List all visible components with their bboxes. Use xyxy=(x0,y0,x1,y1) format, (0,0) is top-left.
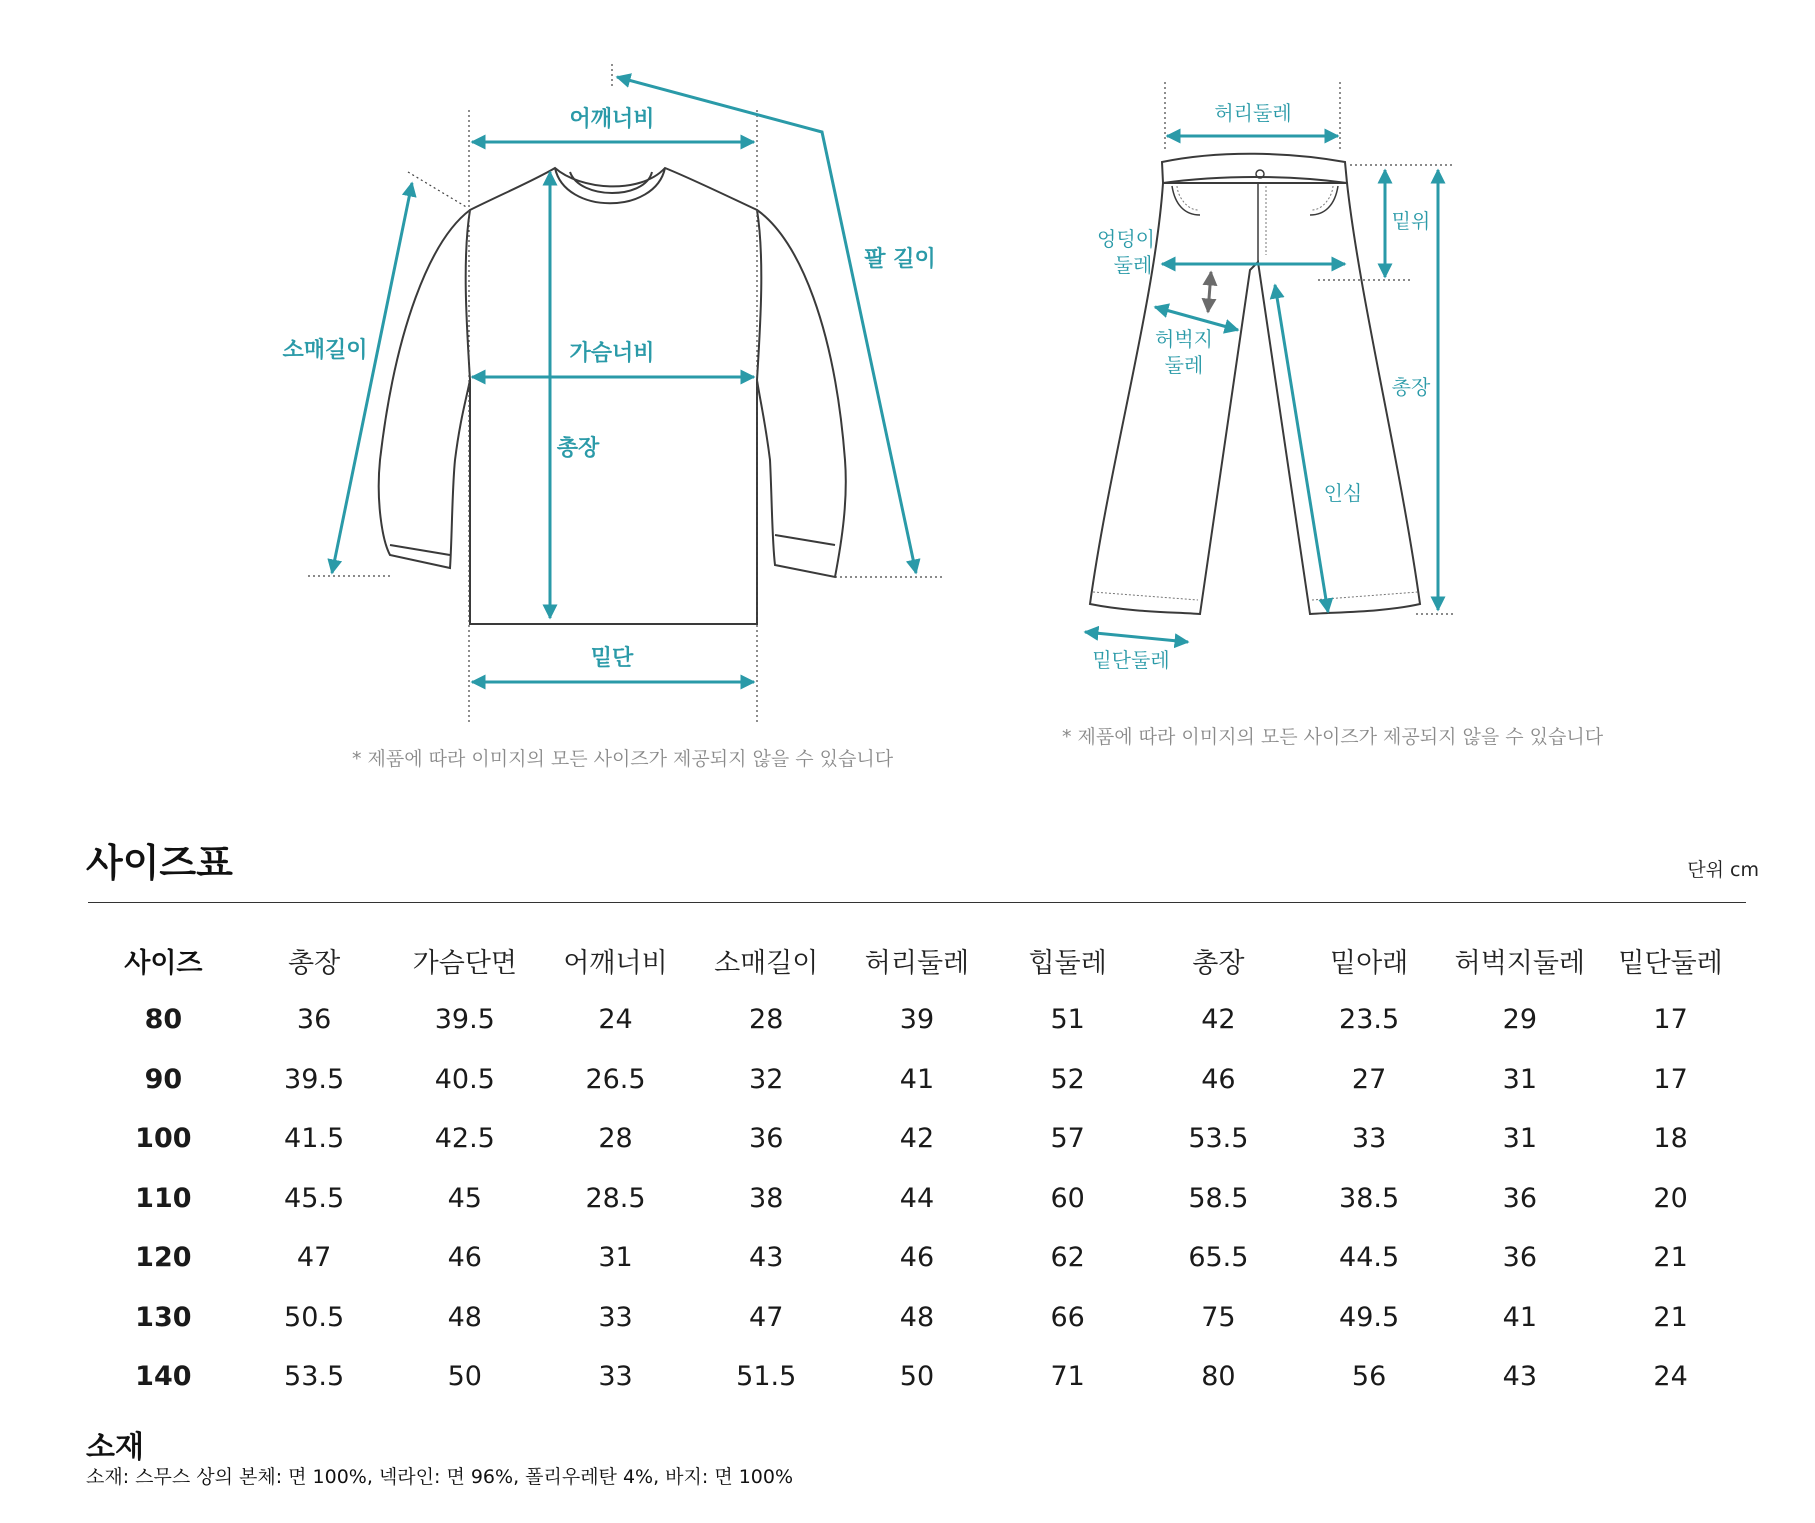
column-header: 허리둘레 xyxy=(864,947,970,979)
hem-circumference-label: 밑단둘레 xyxy=(1092,648,1170,672)
table-body xyxy=(88,990,1746,1407)
column-header: 소매길이 xyxy=(714,947,819,979)
column-header: 밑아래 xyxy=(1329,947,1409,979)
measurement-cell: 53.5 xyxy=(1188,1123,1249,1155)
column-header: 허벅지둘레 xyxy=(1454,947,1586,979)
measurement-cell: 36 xyxy=(1502,1242,1537,1274)
measurement-cell: 24 xyxy=(1653,1361,1688,1393)
measurement-cell: 57 xyxy=(1050,1123,1085,1155)
measurement-cell: 38 xyxy=(749,1182,784,1214)
measurement-cell: 46 xyxy=(899,1242,935,1274)
measurement-cell: 80 xyxy=(1201,1361,1236,1393)
measurement-cell: 17 xyxy=(1653,1004,1688,1036)
measurement-cell: 45 xyxy=(447,1182,482,1214)
table-row xyxy=(88,1050,1746,1110)
measurement-cell: 56 xyxy=(1351,1361,1387,1393)
measurement-cell: 31 xyxy=(1502,1123,1537,1155)
column-header: 총장 xyxy=(287,947,341,979)
size-cell: 130 xyxy=(135,1301,192,1333)
measurement-cell: 51 xyxy=(1050,1004,1085,1036)
size-cell: 100 xyxy=(135,1123,192,1155)
measurement-cell: 43 xyxy=(749,1242,784,1274)
size-cell: 120 xyxy=(135,1242,192,1274)
measurement-cell: 39.5 xyxy=(434,1004,495,1036)
chest-width-label: 가슴너비 xyxy=(569,341,655,366)
shirt-size-note: * 제품에 따라 이미지의 모든 사이즈가 제공되지 않을 수 있습니다 xyxy=(352,748,894,770)
shirt-total-length-label: 총장 xyxy=(556,436,600,461)
measurement-cell: 42 xyxy=(899,1123,935,1155)
measurement-cell: 39.5 xyxy=(284,1063,345,1095)
measurement-cell: 49.5 xyxy=(1339,1301,1400,1333)
measurement-cell: 20 xyxy=(1653,1182,1688,1214)
divider xyxy=(88,902,1746,903)
pants-size-note: * 제품에 따라 이미지의 모든 사이즈가 제공되지 않을 수 있습니다 xyxy=(1062,726,1604,748)
measurement-cell: 31 xyxy=(1502,1063,1537,1095)
thigh-label-line2: 둘레 xyxy=(1164,353,1204,377)
measurement-cell: 21 xyxy=(1653,1301,1688,1333)
shirt-illustration xyxy=(282,64,945,725)
column-header: 어깨너비 xyxy=(563,947,668,979)
measurement-cell: 28 xyxy=(598,1123,633,1155)
arm-length-label: 팔 길이 xyxy=(864,247,936,272)
column-header: 가슴단면 xyxy=(412,947,517,979)
hip-label-line1: 엉덩이 xyxy=(1097,227,1155,251)
measurement-cell: 47 xyxy=(296,1242,332,1274)
material-text: 소재: 스무스 상의 본체: 면 100%, 넥라인: 면 96%, 폴리우레탄 4%, 바지: 면 100% xyxy=(86,1466,794,1488)
hip-label-line2: 둘레 xyxy=(1113,253,1153,277)
measurement-cell: 27 xyxy=(1351,1063,1387,1095)
measurement-cell: 36 xyxy=(749,1123,784,1155)
size-cell: 90 xyxy=(144,1063,183,1095)
table-row xyxy=(88,990,1746,1050)
measurement-cell: 41.5 xyxy=(284,1123,345,1155)
measurement-cell: 51.5 xyxy=(736,1361,797,1393)
column-header: 총장 xyxy=(1192,947,1245,979)
measurement-cell: 47 xyxy=(749,1301,784,1333)
measurement-cell: 66 xyxy=(1050,1301,1085,1333)
measurement-cell: 44 xyxy=(899,1182,935,1214)
measurement-cell: 36 xyxy=(1502,1182,1537,1214)
thigh-label-line1: 허벅지 xyxy=(1155,327,1213,351)
measurement-cell: 42.5 xyxy=(434,1123,495,1155)
sleeve-length-label: 소매길이 xyxy=(282,338,368,363)
size-chart-title: 사이즈표 xyxy=(86,841,233,885)
table-row xyxy=(88,1288,1746,1348)
column-header: 사이즈 xyxy=(124,947,203,979)
measurement-cell: 32 xyxy=(749,1063,784,1095)
measurement-cell: 23.5 xyxy=(1339,1004,1400,1036)
measurement-cell: 50 xyxy=(447,1361,482,1393)
size-table xyxy=(88,930,1746,1407)
hem-width-label: 밑단 xyxy=(590,646,634,671)
measurement-cell: 75 xyxy=(1201,1301,1236,1333)
measurement-cell: 46 xyxy=(447,1242,482,1274)
measurement-cell: 41 xyxy=(899,1063,935,1095)
material-heading: 소재 xyxy=(86,1430,144,1465)
measurement-cell: 41 xyxy=(1502,1301,1537,1333)
unit-label: 단위 cm xyxy=(1687,859,1759,881)
measurement-cell: 33 xyxy=(598,1361,633,1393)
measurement-cell: 17 xyxy=(1653,1063,1688,1095)
measurement-cell: 53.5 xyxy=(284,1361,345,1393)
size-cell: 80 xyxy=(144,1004,183,1036)
measurement-cell: 28 xyxy=(749,1004,784,1036)
measurement-cell: 44.5 xyxy=(1339,1242,1400,1274)
measurement-cell: 58.5 xyxy=(1188,1182,1249,1214)
measurement-cell: 26.5 xyxy=(585,1063,646,1095)
waist-label: 허리둘레 xyxy=(1214,101,1292,125)
column-header: 밑단둘레 xyxy=(1618,947,1723,979)
measurement-cell: 60 xyxy=(1050,1182,1085,1214)
size-cell: 110 xyxy=(135,1182,192,1214)
table-row xyxy=(88,1109,1746,1169)
measurement-cell: 45.5 xyxy=(284,1182,345,1214)
measurement-cell: 31 xyxy=(598,1242,633,1274)
measurement-cell: 62 xyxy=(1050,1242,1085,1274)
measurement-cell: 28.5 xyxy=(585,1182,646,1214)
measurement-cell: 71 xyxy=(1050,1361,1085,1393)
measurement-cell: 38.5 xyxy=(1339,1182,1400,1214)
measurement-cell: 48 xyxy=(899,1301,935,1333)
table-row xyxy=(88,1169,1746,1229)
measurement-cell: 42 xyxy=(1201,1004,1236,1036)
measurement-cell: 50.5 xyxy=(284,1301,345,1333)
measurement-cell: 52 xyxy=(1050,1063,1085,1095)
measurement-cell: 43 xyxy=(1502,1361,1537,1393)
table-row xyxy=(88,1228,1746,1288)
measurement-cell: 48 xyxy=(447,1301,482,1333)
measurement-cell: 50 xyxy=(899,1361,935,1393)
rise-label: 밑위 xyxy=(1391,209,1431,233)
table-row xyxy=(88,1347,1746,1407)
measurement-cell: 21 xyxy=(1653,1242,1688,1274)
measurement-cell: 40.5 xyxy=(434,1063,495,1095)
measurement-cell: 29 xyxy=(1502,1004,1537,1036)
shoulder-width-label: 어깨너비 xyxy=(569,107,655,132)
inseam-label: 인심 xyxy=(1323,481,1363,505)
measurement-cell: 36 xyxy=(296,1004,332,1036)
size-cell: 140 xyxy=(135,1361,192,1393)
measurement-cell: 65.5 xyxy=(1188,1242,1249,1274)
pants-illustration xyxy=(1085,82,1453,672)
measurement-cell: 33 xyxy=(1351,1123,1387,1155)
column-header: 힙둘레 xyxy=(1028,947,1107,979)
measurement-cell: 39 xyxy=(899,1004,935,1036)
measurement-cell: 33 xyxy=(598,1301,633,1333)
measurement-cell: 18 xyxy=(1653,1123,1688,1155)
measurement-cell: 24 xyxy=(598,1004,633,1036)
table-header-row xyxy=(88,930,1746,990)
measurement-cell: 46 xyxy=(1201,1063,1236,1095)
pants-total-length-label: 총장 xyxy=(1391,375,1431,399)
